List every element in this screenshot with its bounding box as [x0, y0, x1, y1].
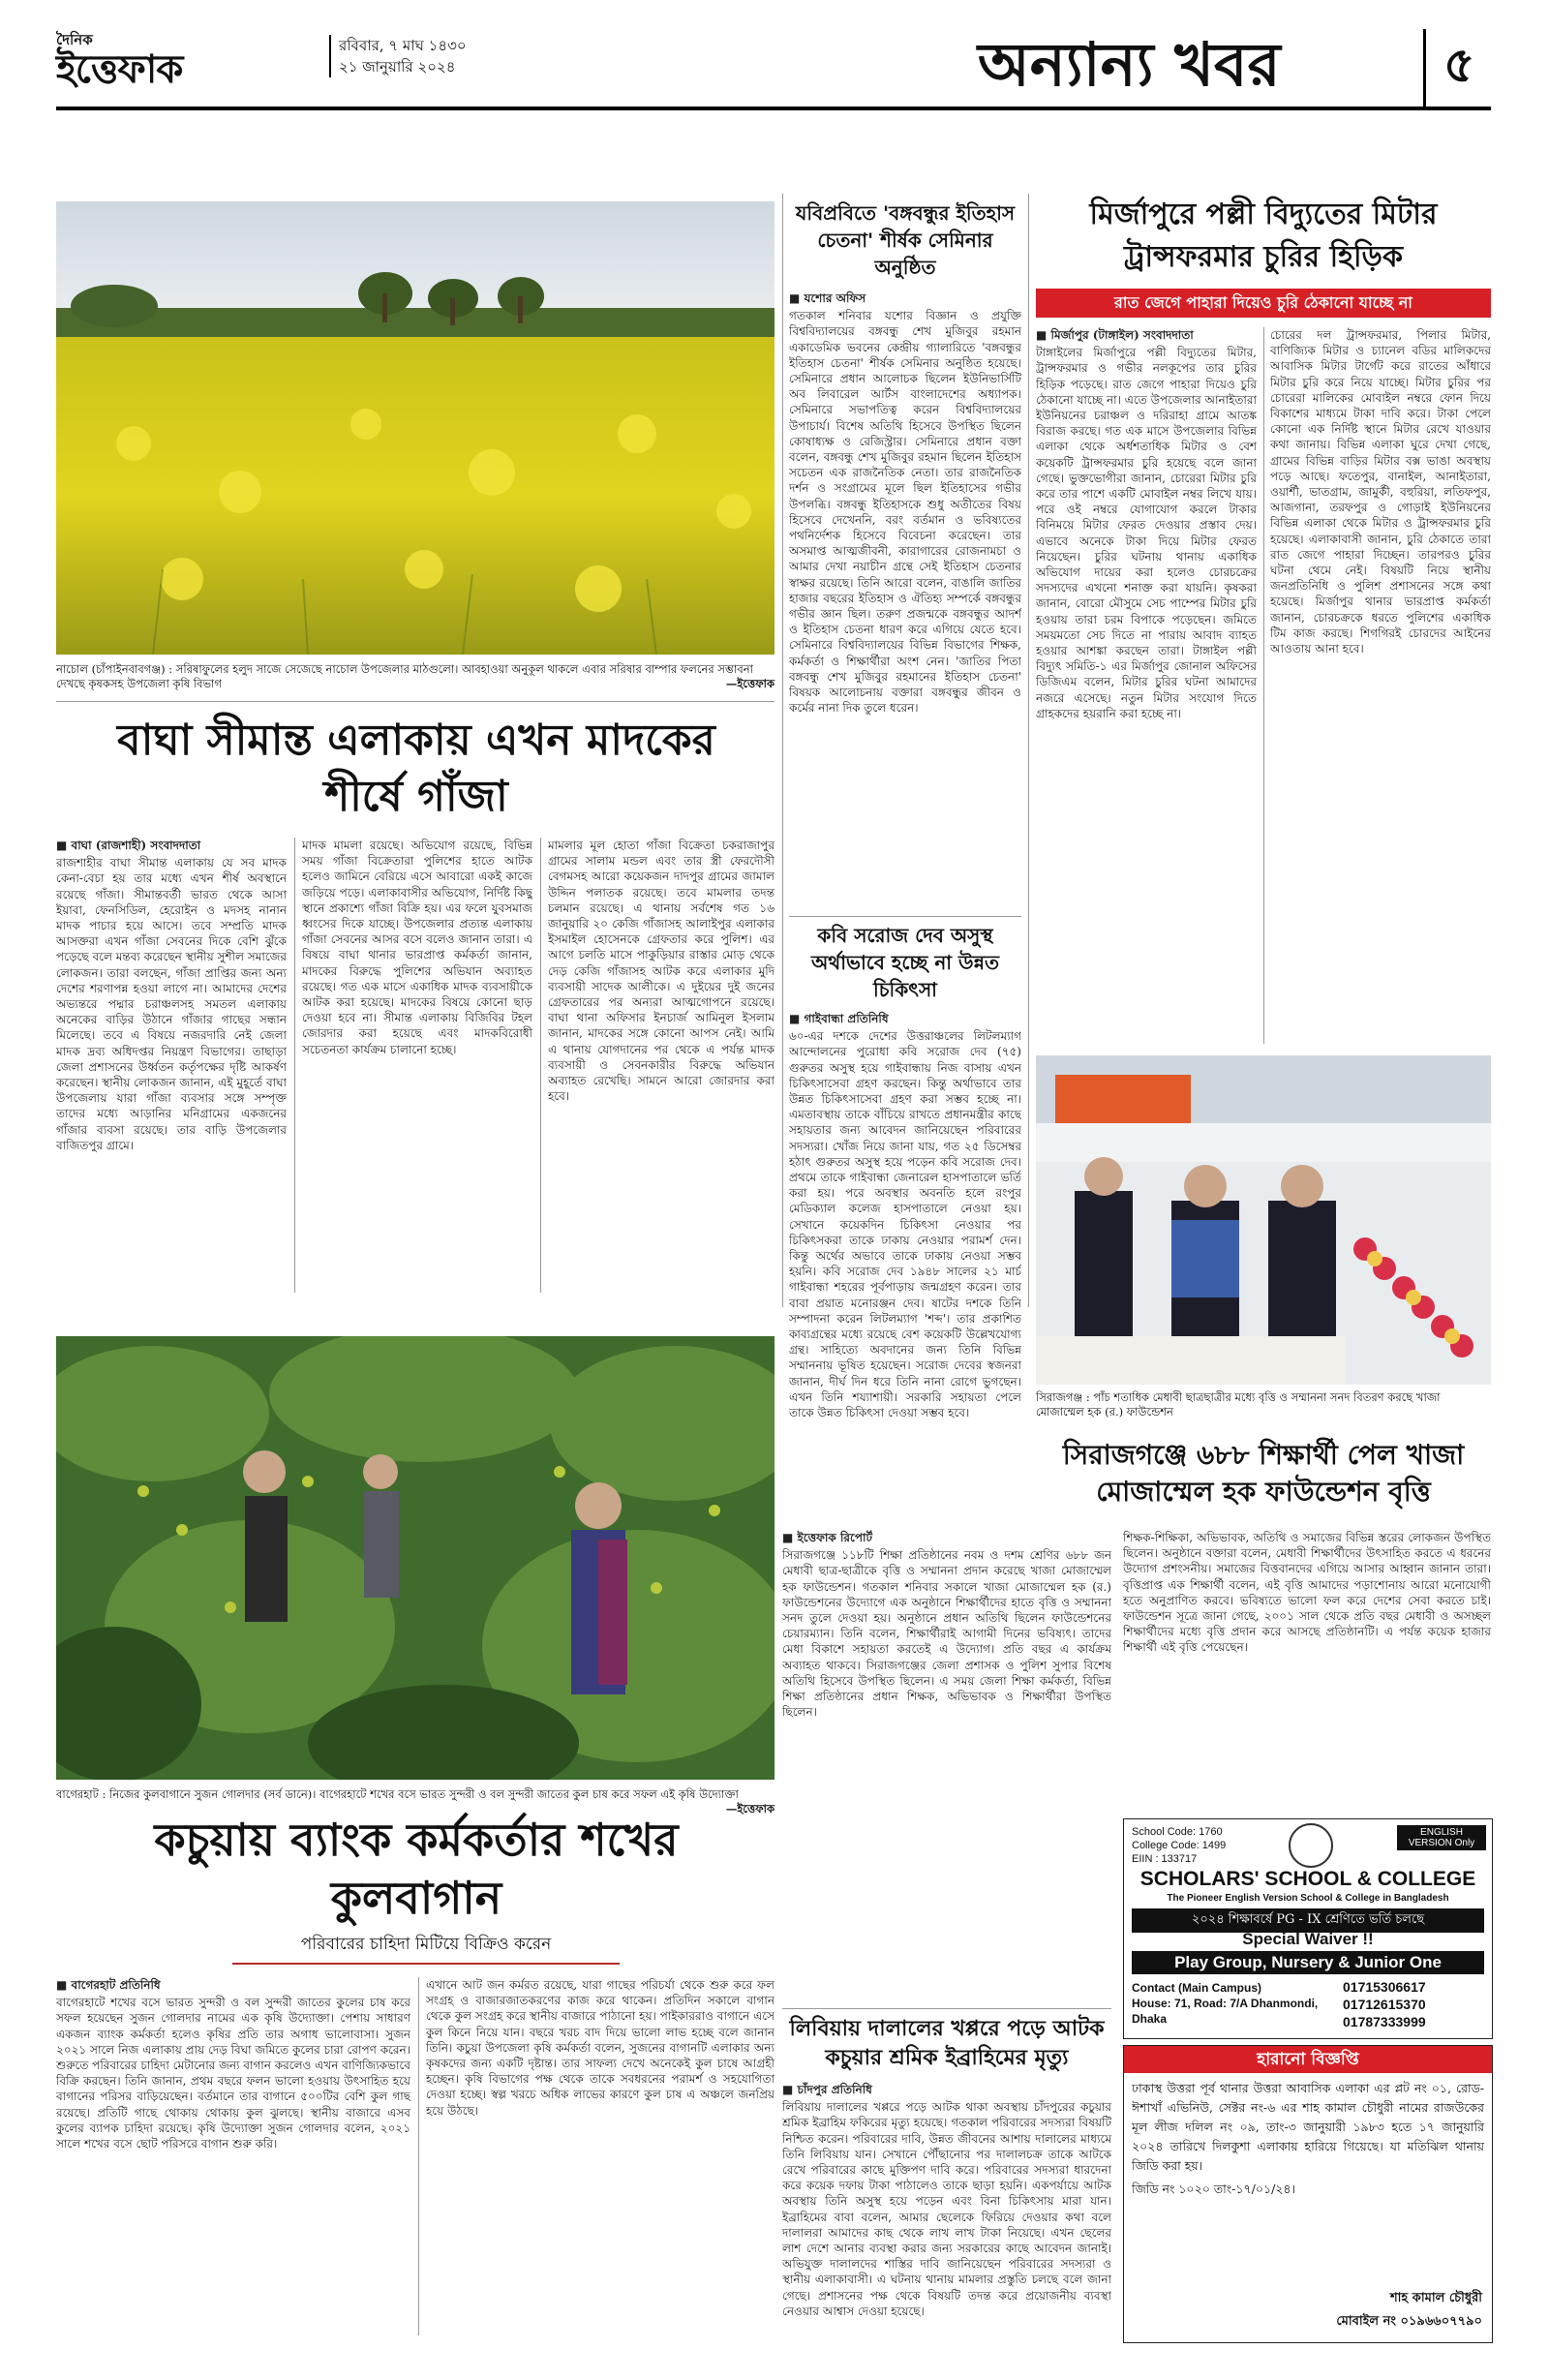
article-text: রাজশাহীর বাঘা সীমান্ত এলাকায় যে সব মাদক কেনা-বেচা হয় তার মধ্যে এখন শীর্ষ অবস্থানে রয়েছে গাঁজা। সীমান্তবর্তী ভারত থেকে আসা ইয়াবা, ফেনসিডিল, হেরোইন ও মদসহ নানান মাদক পাচার হয়ে আসে। তবে সম্প্রতি মাদক আসক্তরা এখন গাঁজা সেবনের দিকে বেশি ঝুঁকে পড়েছে বলে মন্তব্য করেছেন স্থানীয় সুশীল সমাজের লোকজন। তারা বলছেন, গাঁজা প্রাপ্তির জন্য অন্য দেশের শরণাপন্ন হওয়া লাগে না। আমাদের দেশের অভ্যন্তরে পদ্মার চরাঞ্চলসহ সমতল এলাকায় অনেকের বাড়ির উঠানে গাঁজার গাছের সন্ধান মিলেছে। তবে এ বিষয়ে নজরদারি নেই জেলা মাদক দ্রব্য অধিদপ্তর নিয়ন্ত্রণ বিভাগের। তাছাড়া জেলা প্রশাসনের উর্ধ্বতন কর্তৃপক্ষের দৃষ্টি আকর্ষণ করেছেন। স্থানীয় লোকজন জানান, এই মুহূর্তে বাঘা উপজেলায় যারা গাঁজা ব্যবসার সঙ্গে সম্পৃক্ত তাদের মধ্যে আড়ানির মনিগ্রামের একজনের গাঁজার ব্যবসা রয়েছে। তার বাড়ি উপজেলার বাজিতপুর গ্রামে।: [56, 856, 287, 1152]
lost-notice: [1123, 2045, 1493, 2343]
article-bagha-col2: [302, 838, 532, 1302]
school-tagline: The Pioneer English Version School & College in Bangladesh: [1167, 1893, 1449, 1904]
divider: [789, 916, 1021, 917]
byline: ■ যশোর অফিস: [789, 291, 866, 305]
column-divider: [294, 838, 295, 1293]
byline: ■ বাঘা (রাজশাহী) সংবাদদাতা: [56, 839, 201, 852]
column-divider: [782, 194, 783, 1307]
subheadline: [232, 1932, 620, 1965]
article-text: ৬০-এর দশকে দেশের উত্তরাঞ্চলের লিটলম্যাগ আন্দোলনের পুরোধা কবি সরোজ দেব (৭৫) গুরুতর অসুস্থ হয়ে গাইবান্ধায় নিজ বাসায় এখন চিকিৎসাসেবা গ্রহণ করছেন। কিন্তু অর্থাভাবে তার উন্নত চিকিৎসাসেবা গ্রহণ করা সম্ভব হচ্ছে না। এমতাবস্থায় তাকে বাঁচিয়ে রাখতে প্রধানমন্ত্রীর কাছে সহায়তার জন্য আবেদন জানিয়েছেন পরিবারের সদস্যরা। খোঁজ নিয়ে জানা যায়, গত ২৫ ডিসেম্বর হঠাৎ গুরুতর অসুস্থ হয়ে পড়েন কবি সরোজ দেব। প্রথমে তাকে গাইবান্ধা জেনারেল হাসপাতালে ভর্তি করা হয়। পরে অবস্থার অবনতি হলে রংপুর মেডিক্যাল কলেজ হাসপাতালে নেওয়া হয়। সেখানে কয়েকদিন চিকিৎসা নেওয়ার পর চিকিৎসকরা তাকে ঢাকায় নেওয়ার পরামর্শ দেন। কিন্তু অর্থের অভাবে তাকে ঢাকায় নেওয়া সম্ভব হয়নি। কবি সরোজ দেব ১৯৪৮ সালের ২১ মার্চ গাইবান্ধা শহরের পূর্বপাড়ায় জন্মগ্রহণ করেন। তার বাবা প্রয়াত মনোরঞ্জন দেব। ষাটের দশকে তিনি সম্পাদনা করেন লিটলম্যাগ 'শব্দ'। তার প্রকাশিত কাব্যগ্রন্থের মধ্যে রয়েছে বেশ কয়েকটি উল্লেখযোগ্য গ্রন্থ। সাহিত্যে অবদানের জন্য তিনি বিভিন্ন সম্মাননায় ভূষিত হয়েছেন। সরোজ দেবের স্বজনরা জানান, দীর্ঘ দিন ধরে তিনি নানা রোগে ভুগছেন। এখন তিনি শয্যাশায়ী। সরকারি সহায়তা পেলে তাকে উন্নত চিকিৎসা দেওয়া সম্ভব হবে।: [789, 1029, 1021, 1420]
article-bagha-col3: [548, 838, 774, 1302]
scholarship-event-photo: [1036, 1055, 1491, 1385]
column-divider: [1263, 327, 1264, 1044]
school-code: School Code: 1760: [1132, 1826, 1223, 1838]
column-divider: [418, 1977, 419, 2335]
kul-garden-image: [56, 1336, 774, 1780]
photo-caption: [1036, 1390, 1491, 1419]
mustard-field-photo: [56, 201, 774, 655]
article-seminar: [789, 290, 1021, 910]
notice-body: ঢাকাস্থ উত্তরা পূর্ব থানার উত্তরা আবাসিক এলাকা এর প্লট নং ০১, রোড- ঈশাখাঁ এভিনিউ, সেক্টর নং-৬ এর শাহ কামাল চৌধুরী নামের রাজউকের মূল লীজ দলিল নং ০৯, তাং-৩ জানুয়ারী ১৯৮৩ হতে ১৭ জানুয়ারি ২০২৪ তারিখে দিলকুশা এলাকায় হারিয়ে গিয়েছে। যা মতিঝিল থানায় জিডি করা হয়।: [1132, 2081, 1484, 2173]
college-code: College Code: 1499: [1132, 1840, 1227, 1851]
article-text: শিক্ষক-শিক্ষিকা, অভিভাবক, অতিথি ও সমাজের বিভিন্ন স্তরের লোকজন উপস্থিত ছিলেন। অনুষ্ঠানে বক্তারা বলেন, মেধাবী শিক্ষার্থীদের উৎসাহিত করতে এ ধরনের উদ্যোগ প্রশংসনীয়। সমাজের বিত্তবানদের এগিয়ে আসার আহ্বান জানান তারা। বৃত্তিপ্রাপ্ত এক শিক্ষার্থী বলেন, এই বৃত্তি আমাদের পড়াশোনায় আরো মনোযোগী হতে অনুপ্রাণিত করবে। ভবিষ্যতে ভালো ফল করে দেশের সেবা করতে চাই। ফাউন্ডেশন সূত্রে জানা গেছে, ২০০১ সাল থেকে প্রতি বছর মেধাবী ও অসচ্ছল শিক্ষার্থীদের মধ্যে বৃত্তি প্রদান করে আসছে প্রতিষ্ঠানটি। এ পর্যন্ত কয়েক হাজার শিক্ষার্থী এই বৃত্তি পেয়েছেন।: [1123, 1531, 1491, 1655]
subheadline-banner: [1036, 289, 1491, 318]
headline-kul-garden: কচুয়ায় ব্যাংক কর্মকর্তার শখের কুলবাগান: [154, 1814, 679, 1924]
logo-prefix: দৈনিক: [56, 31, 93, 48]
section-title: অন্যান্য খবর: [978, 29, 1281, 100]
caption-text: নাচোল (চাঁপাইনবাবগঞ্জ) : সরিষাফুলের হলুদ সাজে সেজেছে নাচোল উপজেলার মাঠগুলো। আবহাওয়া অনুকূল থাকলে এবার সরিষার বাম্পার ফলনের সম্ভাবনা দেখছে কৃষকসহ উপজেলা কৃষি বিভাগ: [56, 662, 753, 690]
divider: [56, 701, 774, 702]
school-crest-icon: [1289, 1823, 1333, 1868]
headline-scholarship: সিরাজগঞ্জে ৬৮৮ শিক্ষার্থী পেল খাজা মোজাম্মেল হক ফাউন্ডেশন বৃত্তি: [1062, 1439, 1465, 1508]
article-kul-col1: [56, 1977, 410, 2341]
article-scholarship-col2: [1123, 1530, 1491, 1811]
column-divider: [1028, 194, 1029, 1307]
phone-number: 01712615370: [1343, 1997, 1426, 2012]
photo-credit: —ইত্তেফাক: [725, 677, 774, 690]
english-version-badge: ENGLISH VERSION Only: [1397, 1825, 1486, 1850]
article-mirzapur-col2: [1270, 327, 1491, 1046]
article-mirzapur-col1: [1036, 327, 1257, 1046]
school-advertisement: [1123, 1818, 1493, 2039]
newspaper-logo: [56, 29, 347, 92]
photo-credit: —ইত্তেফাক: [725, 1802, 774, 1816]
article-bagha-col1: [56, 838, 287, 1302]
article-text: টাঙ্গাইলের মির্জাপুরে পল্লী বিদ্যুতের মিটার, ট্রান্সফরমার ও গভীর নলকূপের তার চুরির হিড়িক পড়েছে। রাত জেগে পাহারা দিয়েও চুরি ঠেকানো যাচ্ছে না। এতে উপজেলার আনাইতারা ইউনিয়নের চরাঞ্চল ও দরিরাহা গ্রামে আতঙ্ক বিরাজ করছে। গত এক মাসে উপজেলার বিভিন্ন এলাকা থেকে অর্ধশতাধিক মিটার ও বেশ কয়েকটি ট্রান্সফরমার চুরি হয়েছে বলে জানা গেছে। ভুক্তভোগীরা জানান, চোরেরা মিটার চুরি করে তার পাশে একটি মোবাইল নম্বর লিখে যায়। পরে ওই নম্বরে যোগাযোগ করলে টাকার বিনিময়ে মিটার ফেরত দেওয়ার প্রস্তাব দেয়। এভাবে অনেকে টাকা দিয়ে মিটার ফেরত নিয়েছেন। চুরির ঘটনায় থানায় একাধিক অভিযোগ দায়ের করা হলেও চোরচক্রের সদস্যদের এখনো শনাক্ত করা যায়নি। কৃষকরা জানান, বোরো মৌসুমে সেচ পাম্পের মিটার চুরি হওয়ায় তারা চরম বিপাকে পড়েছেন। জমিতে সময়মতো সেচ দিতে না পারায় আবাদ ব্যাহত হওয়ার আশঙ্কা করছেন তারা। টাঙ্গাইল পল্লী বিদ্যুৎ সমিতি-১ এর মির্জাপুর জোনাল অফিসের ডিজিএম বলেন, মিটার চুরির ঘটনা আমাদের নজরে এসেছে। নতুন মিটার সংযোগ দিতে গ্রাহকদের হয়রানি করা হচ্ছে না।: [1036, 346, 1257, 720]
issue-day: রবিবার, ৭ মাঘ ১৪৩০: [339, 37, 467, 54]
mustard-field-image: [56, 201, 774, 655]
byline: ■ ইত্তেফাক রিপোর্ট: [782, 1531, 873, 1544]
notice-signer: শাহ কামাল চৌধুরী: [1389, 2291, 1482, 2305]
byline: ■ চাঁদপুর প্রতিনিধি: [782, 2083, 872, 2096]
column-divider: [540, 838, 541, 1293]
article-text: লিবিয়ায় দালালের খপ্পরে পড়ে আটক থাকা অবস্থায় চাঁদপুরের কচুয়ার শ্রমিক ইব্রাহিম ফকিরের মৃত্যু হয়েছে। গতকাল পরিবারের সদস্যরা বিষয়টি নিশ্চিত করেন। পরিবারের দাবি, উন্নত জীবনের আশায় দালালের মাধ্যমে তিনি লিবিয়ায় যান। সেখানে পৌঁছানোর পর দালালচক্র তাকে আটকে রেখে পরিবারের কাছে মুক্তিপণ দাবি করে। পরিবারের সদস্যরা ধারদেনা করে কয়েক দফায় টাকা পাঠালেও তাকে ছাড়া হয়নি। একপর্যায়ে আটক অবস্থায় তিনি অসুস্থ হয়ে পড়েন এবং বিনা চিকিৎসায় মারা যান। ইব্রাহিমের বাবা বলেন, আমার ছেলেকে ফিরিয়ে দেওয়ার কথা বলে দালালরা আমাদের কাছ থেকে লাখ লাখ টাকা নিয়েছে। এখন ছেলের লাশ দেশে আনার ব্যবস্থা করার জন্য সরকারের কাছে আবেদন জানাই। অভিযুক্ত দালালদের শাস্তির দাবি জানিয়েছেন পরিবারের সদস্যরা ও স্থানীয় এলাকাবাসী। এ ঘটনায় থানায় মামলার প্রস্তুতি চলছে বলে জানা গেছে। প্রশাসনের পক্ষ থেকে বিষয়টি তদন্ত করে প্রয়োজনীয় ব্যবস্থা নেওয়ার আশ্বাস দেওয়া হয়েছে।: [782, 2100, 1111, 2318]
issue-gregorian-date: ২১ জানুয়ারি ২০২৪: [339, 58, 456, 76]
article-text: চোরের দল ট্রান্সফরমার, পিলার মিটার, বাণিজ্যিক মিটার ও চ্যানেল বডির মালিকদের আবাসিক মিটার টার্গেট করে রাতের আঁধারে মিটার চুরি করে নিয়ে যাচ্ছে। মিটার চুরির পর চোরেরা মালিকের মোবাইল নম্বরে ফোন দিয়ে বিকাশের মাধ্যমে টাকা দাবি করে। টাকা পেলে কোনো এক নির্দিষ্ট স্থানে মিটার রেখে যাওয়ার কথা জানায়। বিভিন্ন এলাকা ঘুরে দেখা গেছে, গ্রামের বিভিন্ন বাড়ির মিটার বক্স ভাঙা অবস্থায় পড়ে আছে। ফতেপুর, বানাইল, আনাইতারা, ওয়ার্শী, ভাতগ্রাম, জামুর্কী, বহুরিয়া, লতিফপুর, আজগানা, তরফপুর ও গোড়াই ইউনিয়নের বিভিন্ন এলাকা থেকে মিটার ও ট্রান্সফরমার চুরি হয়েছে। এলাকাবাসী জানান, চুরি ঠেকাতে তারা রাত জেগে পাহারা দিচ্ছেন। তারপরও চুরির ঘটনা থেমে নেই। বিষয়টি নিয়ে স্থানীয় জনপ্রতিনিধি ও পুলিশ প্রশাসনের সঙ্গে কথা হয়েছে। মির্জাপুর থানার ভারপ্রাপ্ত কর্মকর্তা জানান, চোরচক্রকে ধরতে পুলিশের একাধিক টিম কাজ করছে। শিগগিরই চোরদের আইনের আওতায় আনা হবে।: [1270, 328, 1491, 656]
article-text: মাদক মামলা রয়েছে। অভিযোগ রয়েছে, বিভিন্ন সময় গাঁজা বিক্রেতারা পুলিশের হাতে আটক হলেও জামিনে বেরিয়ে এসে আবারো একই কাজে জড়িয়ে পড়ে। এলাকাবাসীর অভিযোগ, নির্দিষ্ট কিছু স্থানে প্রকাশ্যে গাঁজা বিক্রি হয়। এর ফলে যুবসমাজ ধ্বংসের দিকে যাচ্ছে। উপজেলার প্রত্যন্ত এলাকায় গাঁজা সেবনের আসর বসে বলেও জানান তারা। এ বিষয়ে বাঘা থানার ভারপ্রাপ্ত কর্মকর্তা জানান, মাদকের বিরুদ্ধে পুলিশের অভিযান অব্যাহত রয়েছে। গত এক মাসে একাধিক মাদক ব্যবসায়ীকে আটক করা হয়েছে। মাদকের বিষয়ে কোনো ছাড় দেওয়া হবে না। সীমান্ত এলাকায় বিজিবির টহল জোরদার করা হয়েছে এবং মাদকবিরোধী সচেতনতা কার্যক্রম চালানো হচ্ছে।: [302, 839, 532, 1056]
special-waiver-title: Special Waiver !!: [1242, 1930, 1374, 1948]
issue-date: [329, 35, 467, 77]
phone-number: 01787333999: [1343, 2014, 1426, 2029]
contact-label: Contact (Main Campus): [1132, 1981, 1262, 1995]
school-address: House: 71, Road: 7/A Dhanmondi, Dhaka: [1132, 1997, 1319, 2026]
article-text: সিরাজগঞ্জে ১১৮টি শিক্ষা প্রতিষ্ঠানের নবম ও দশম শ্রেণির ৬৮৮ জন মেধাবী ছাত্র-ছাত্রীকে বৃত্তি ও সম্মাননা প্রদান করেছে খাজা মোজাম্মেল হক ফাউন্ডেশন। গতকাল শনিবার সকালে খাজা মোজাম্মেল হক (র.) ফাউন্ডেশনের উদ্যোগে এক অনুষ্ঠানে শিক্ষার্থীদের হাতে বৃত্তি ও সম্মাননা সনদ তুলে দেওয়া হয়। অনুষ্ঠানে প্রধান অতিথি ছিলেন ফাউন্ডেশনের চেয়ারম্যান। তিনি বলেন, শিক্ষার্থীরাই আগামী দিনের ভবিষ্যৎ। তাদের মেধা বিকাশে সহায়তা করতেই এ উদ্যোগ। প্রতি বছর এ কার্যক্রম অব্যাহত থাকবে। সিরাজগঞ্জের জেলা প্রশাসক ও পুলিশ সুপার বিশেষ অতিথি হিসেবে উপস্থিত ছিলেন। এ সময় জেলা শিক্ষা কর্মকর্তা, বিভিন্ন শিক্ষা প্রতিষ্ঠানের প্রধান শিক্ষক, অভিভাবক ও শিক্ষার্থীরা উপস্থিত ছিলেন।: [782, 1548, 1111, 1720]
phone-number: 01715306617: [1343, 1979, 1426, 1995]
notice-mobile: মোবাইল নং ০১৯৬৬০৭৭৯০: [1336, 2314, 1482, 2329]
article-kul-col2: [426, 1977, 774, 2341]
headline-libya: লিবিয়ায় দালালের খপ্পরে পড়ে আটক কচুয়ার শ্রমিক ইব্রাহিমের মৃত্যু: [789, 2016, 1105, 2070]
classes-banner: Play Group, Nursery & Junior One: [1132, 1951, 1484, 1974]
scholarship-event-image: [1036, 1055, 1491, 1385]
caption-text: সিরাজগঞ্জ : পাঁচ শতাধিক মেধাবী ছাত্রছাত্রীর মধ্যে বৃত্তি ও সম্মাননা সনদ বিতরণ করছে খাজা মোজাম্মেল হক (র.) ফাউন্ডেশন: [1036, 1390, 1441, 1419]
article-libya: [782, 2082, 1111, 2343]
byline: ■ গাইবান্ধা প্রতিনিধি: [789, 1012, 889, 1025]
byline: ■ বাগেরহাট প্রতিনিধি: [56, 1978, 161, 1992]
subheadline-text: রাত জেগে পাহারা দিয়েও চুরি ঠেকানো যাচ্ছে না: [1114, 293, 1412, 312]
article-text: গতকাল শনিবার যশোর বিজ্ঞান ও প্রযুক্তি বিশ্ববিদ্যালয়ের বঙ্গবন্ধু শেখ মুজিবুর রহমান একাডেমিক ভবনের কেন্দ্রীয় গ্যালারিতে 'বঙ্গবন্ধুর ইতিহাস চেতনা' শীর্ষক সেমিনার অনুষ্ঠিত হয়েছে। সেমিনারে প্রধান আলোচক ছিলেন ইউনিভার্সিটি অব লিবারেল আর্টস বাংলাদেশের অধ্যাপক। সেমিনারে সভাপতিত্ব করেন বিশ্ববিদ্যালয়ের উপাচার্য। বিশেষ অতিথি হিসেবে উপস্থিত ছিলেন কোষাধ্যক্ষ ও রেজিস্ট্রার। সেমিনারে প্রধান বক্তা বলেন, বঙ্গবন্ধু শেখ মুজিবুর রহমান ছিলেন ইতিহাস সচেতন এক রাজনৈতিক নেতা। তার রাজনৈতিক দর্শন ও সংগ্রামের মূলে ছিল ইতিহাসের গভীর উপলব্ধি। বঙ্গবন্ধু ইতিহাসকে শুধু অতীতের বিষয় হিসেবে দেখেননি, বরং বর্তমান ও ভবিষ্যতের পথনির্দেশক হিসেবে বিবেচনা করেছেন। তার অসমাপ্ত আত্মজীবনী, কারাগারের রোজনামচা ও আমার দেখা নয়াচীন গ্রন্থে সেই ইতিহাস চেতনার স্বাক্ষর রয়েছে। তিনি আরো বলেন, বাঙালি জাতির হাজার বছরের ইতিহাস ও ঐতিহ্য সম্পর্কে বঙ্গবন্ধুর গভীর জ্ঞান ছিল। তরুণ প্রজন্মকে বঙ্গবন্ধুর আদর্শ ও ইতিহাস চেতনা ধারণ করে এগিয়ে যেতে হবে। সেমিনারে বিশ্ববিদ্যালয়ের বিভিন্ন বিভাগের শিক্ষক, কর্মকর্তা ও শিক্ষার্থীরা অংশ নেন। 'জাতির পিতা বঙ্গবন্ধু শেখ মুজিবুর রহমানের ইতিহাস চেতনা' বিষয়ক আলোচনায় বক্তারা বঙ্গবন্ধুর জীবন ও কর্মের নানা দিক তুলে ধরেন।: [789, 309, 1021, 716]
article-text: বাগেরহাটে শখের বসে ভারত সুন্দরী ও বল সুন্দরী জাতের কুলের চাষ করে সফল হয়েছেন সুজন গোলদার নামের এক কৃষি উদ্যোক্তা। পেশায় সাধারণ একজন ব্যাংক কর্মকর্তা হলেও কৃষির প্রতি তার অগাধ ভালোবাসা। সুজন ২০২১ সালে নিজ এলাকায় প্রায় দেড় বিঘা জমিতে কুলের চারা রোপণ করেন। শুরুতে পরিবারের চাহিদা মেটানোর জন্য বাগান করলেও এখন বাণিজ্যিকভাবে বিক্রি করছেন। তিনি জানান, প্রথম বছরে ফলন ভালো হওয়ায় উৎসাহিত হয়ে বাগানের পরিসর বাড়িয়েছেন। বর্তমানে তার বাগানে ৫০০টির বেশি কুল গাছ রয়েছে। প্রতিটি গাছে থোকায় থোকায় কুল ঝুলছে। স্থানীয় বাজারে এসব কুলের ব্যাপক চাহিদা রয়েছে। কৃষি উদ্যোক্তা সুজন গোলদার বলেন, ২০২১ সালে শখের বসে ছোট পরিসরে বাগান শুরু করি।: [56, 1996, 410, 2151]
article-text: এখানে আট জন কর্মরত রয়েছে, যারা গাছের পরিচর্যা থেকে শুরু করে ফল সংগ্রহ ও বাজারজাতকরণের কাজ করে থাকেন। প্রতিদিন সকালে বাগান থেকে কুল সংগ্রহ করে স্থানীয় বাজারে পাঠানো হয়। পাইকাররাও বাগানে এসে কুল কিনে নিয়ে যান। বছরে খরচ বাদ দিয়ে ভালো লাভ হচ্ছে বলে জানান তিনি। কচুয়া উপজেলা কৃষি কর্মকর্তা বলেন, সুজনের বাগানটি এলাকার অন্য কৃষকদের জন্য একটি দৃষ্টান্ত। তার সাফল্য দেখে অনেকেই কুল চাষে আগ্রহী হচ্ছেন। কৃষি বিভাগের পক্ষ থেকে তাকে সবধরনের পরামর্শ ও সহযোগিতা দেওয়া হচ্ছে। স্বল্প খরচে অধিক লাভের কারণে কুল চাষ এ অঞ্চলে জনপ্রিয় হয়ে উঠছে।: [426, 1978, 774, 2118]
photo-caption: [56, 662, 774, 691]
divider: [782, 2008, 1111, 2009]
admission-banner: ২০২৪ শিক্ষাবর্ষে PG - IX শ্রেণিতে ভর্তি চলছে: [1132, 1908, 1484, 1933]
headline-bagha: বাঘা সীমান্ত এলাকায় এখন মাদকের শীর্ষে গাঁজা: [117, 716, 715, 821]
subheadline-text: পরিবারের চাহিদা মিটিয়ে বিক্রিও করেন: [300, 1935, 552, 1954]
headline-poet: কবি সরোজ দেব অসুস্থ অর্থাভাবে হচ্ছে না উন্নত চিকিৎসা: [810, 924, 1000, 1001]
logo-title: ইত্তেফাক: [56, 46, 183, 92]
eiin-code: EIIN : 133717: [1132, 1853, 1198, 1865]
kul-garden-photo: [56, 1336, 774, 1780]
byline: ■ মির্জাপুর (টাঙ্গাইল) সংবাদদাতা: [1036, 328, 1194, 342]
masthead-rule: [56, 107, 1491, 110]
notice-title: হারানো বিজ্ঞপ্তি: [1124, 2046, 1492, 2073]
article-scholarship-col1: [782, 1530, 1111, 1820]
caption-text: বাগেরহাট : নিজের কুলবাগানে সুজন গোলদার (সর্ব ডানে)। বাগেরহাটে শখের বসে ভারত সুন্দরী ও বল সুন্দরী জাতের কুল চাষ করে সফল এই কৃষি উদ্যোক্তা: [56, 1787, 739, 1801]
headline-seminar: যবিপ্রবিতে 'বঙ্গবন্ধুর ইতিহাস চেতনা' শীর্ষক সেমিনার অনুষ্ঠিত: [795, 201, 1016, 279]
headline-mirzapur: মির্জাপুরে পল্লী বিদ্যুতের মিটার ট্রান্সফরমার চুরির হিড়িক: [1089, 198, 1438, 274]
article-poet: [789, 1011, 1021, 1999]
page-number: ৫: [1423, 29, 1474, 109]
school-name: SCHOLARS' SCHOOL & COLLEGE: [1139, 1868, 1476, 1890]
gd-number: জিডি নং ১০২০ তাং-১৭/০১/২৪।: [1132, 2182, 1296, 2196]
article-text: মামলার মূল হোতা গাঁজা বিক্রেতা চকরাজাপুর গ্রামের সালাম মন্ডল এবং তার স্ত্রী ফেরদৌসী বেগমসহ আরো কয়েকজন দাদপুর গ্রামের জামাল উদ্দিন পলাতক রয়েছে। তবে মামলার তদন্ত চলমান রয়েছে। এ থানায় সর্বশেষ গত ১৬ জানুয়ারি ২০ কেজি গাঁজাসহ আলাইপুর এলাকার ইসমাইল হোসেনকে গ্রেফতার করে পুলিশ। এর আগে চলতি মাসে পাকুড়িয়ার রাস্তার মোড় থেকে দেড় কেজি গাঁজাসহ আটক করে এলাকার মুদি ব্যবসায়ী সাদেক আলীকে। এ দুইয়ের দুই জনের গ্রেফতারের পর অন্যরা আত্মগোপনে রয়েছে। বাঘা থানা অফিসার ইনচার্জ আমিনুল ইসলাম জানান, মাদকের সঙ্গে কোনো আপস নেই। আমি এ থানায় যোগদানের পর থেকে এ পর্যন্ত মাদক ব্যবসায়ী ও সেবনকারীর বিরুদ্ধে অভিযান অব্যাহত রেখেছি। সামনে আরো জোরদার করা হবে।: [548, 839, 774, 1104]
